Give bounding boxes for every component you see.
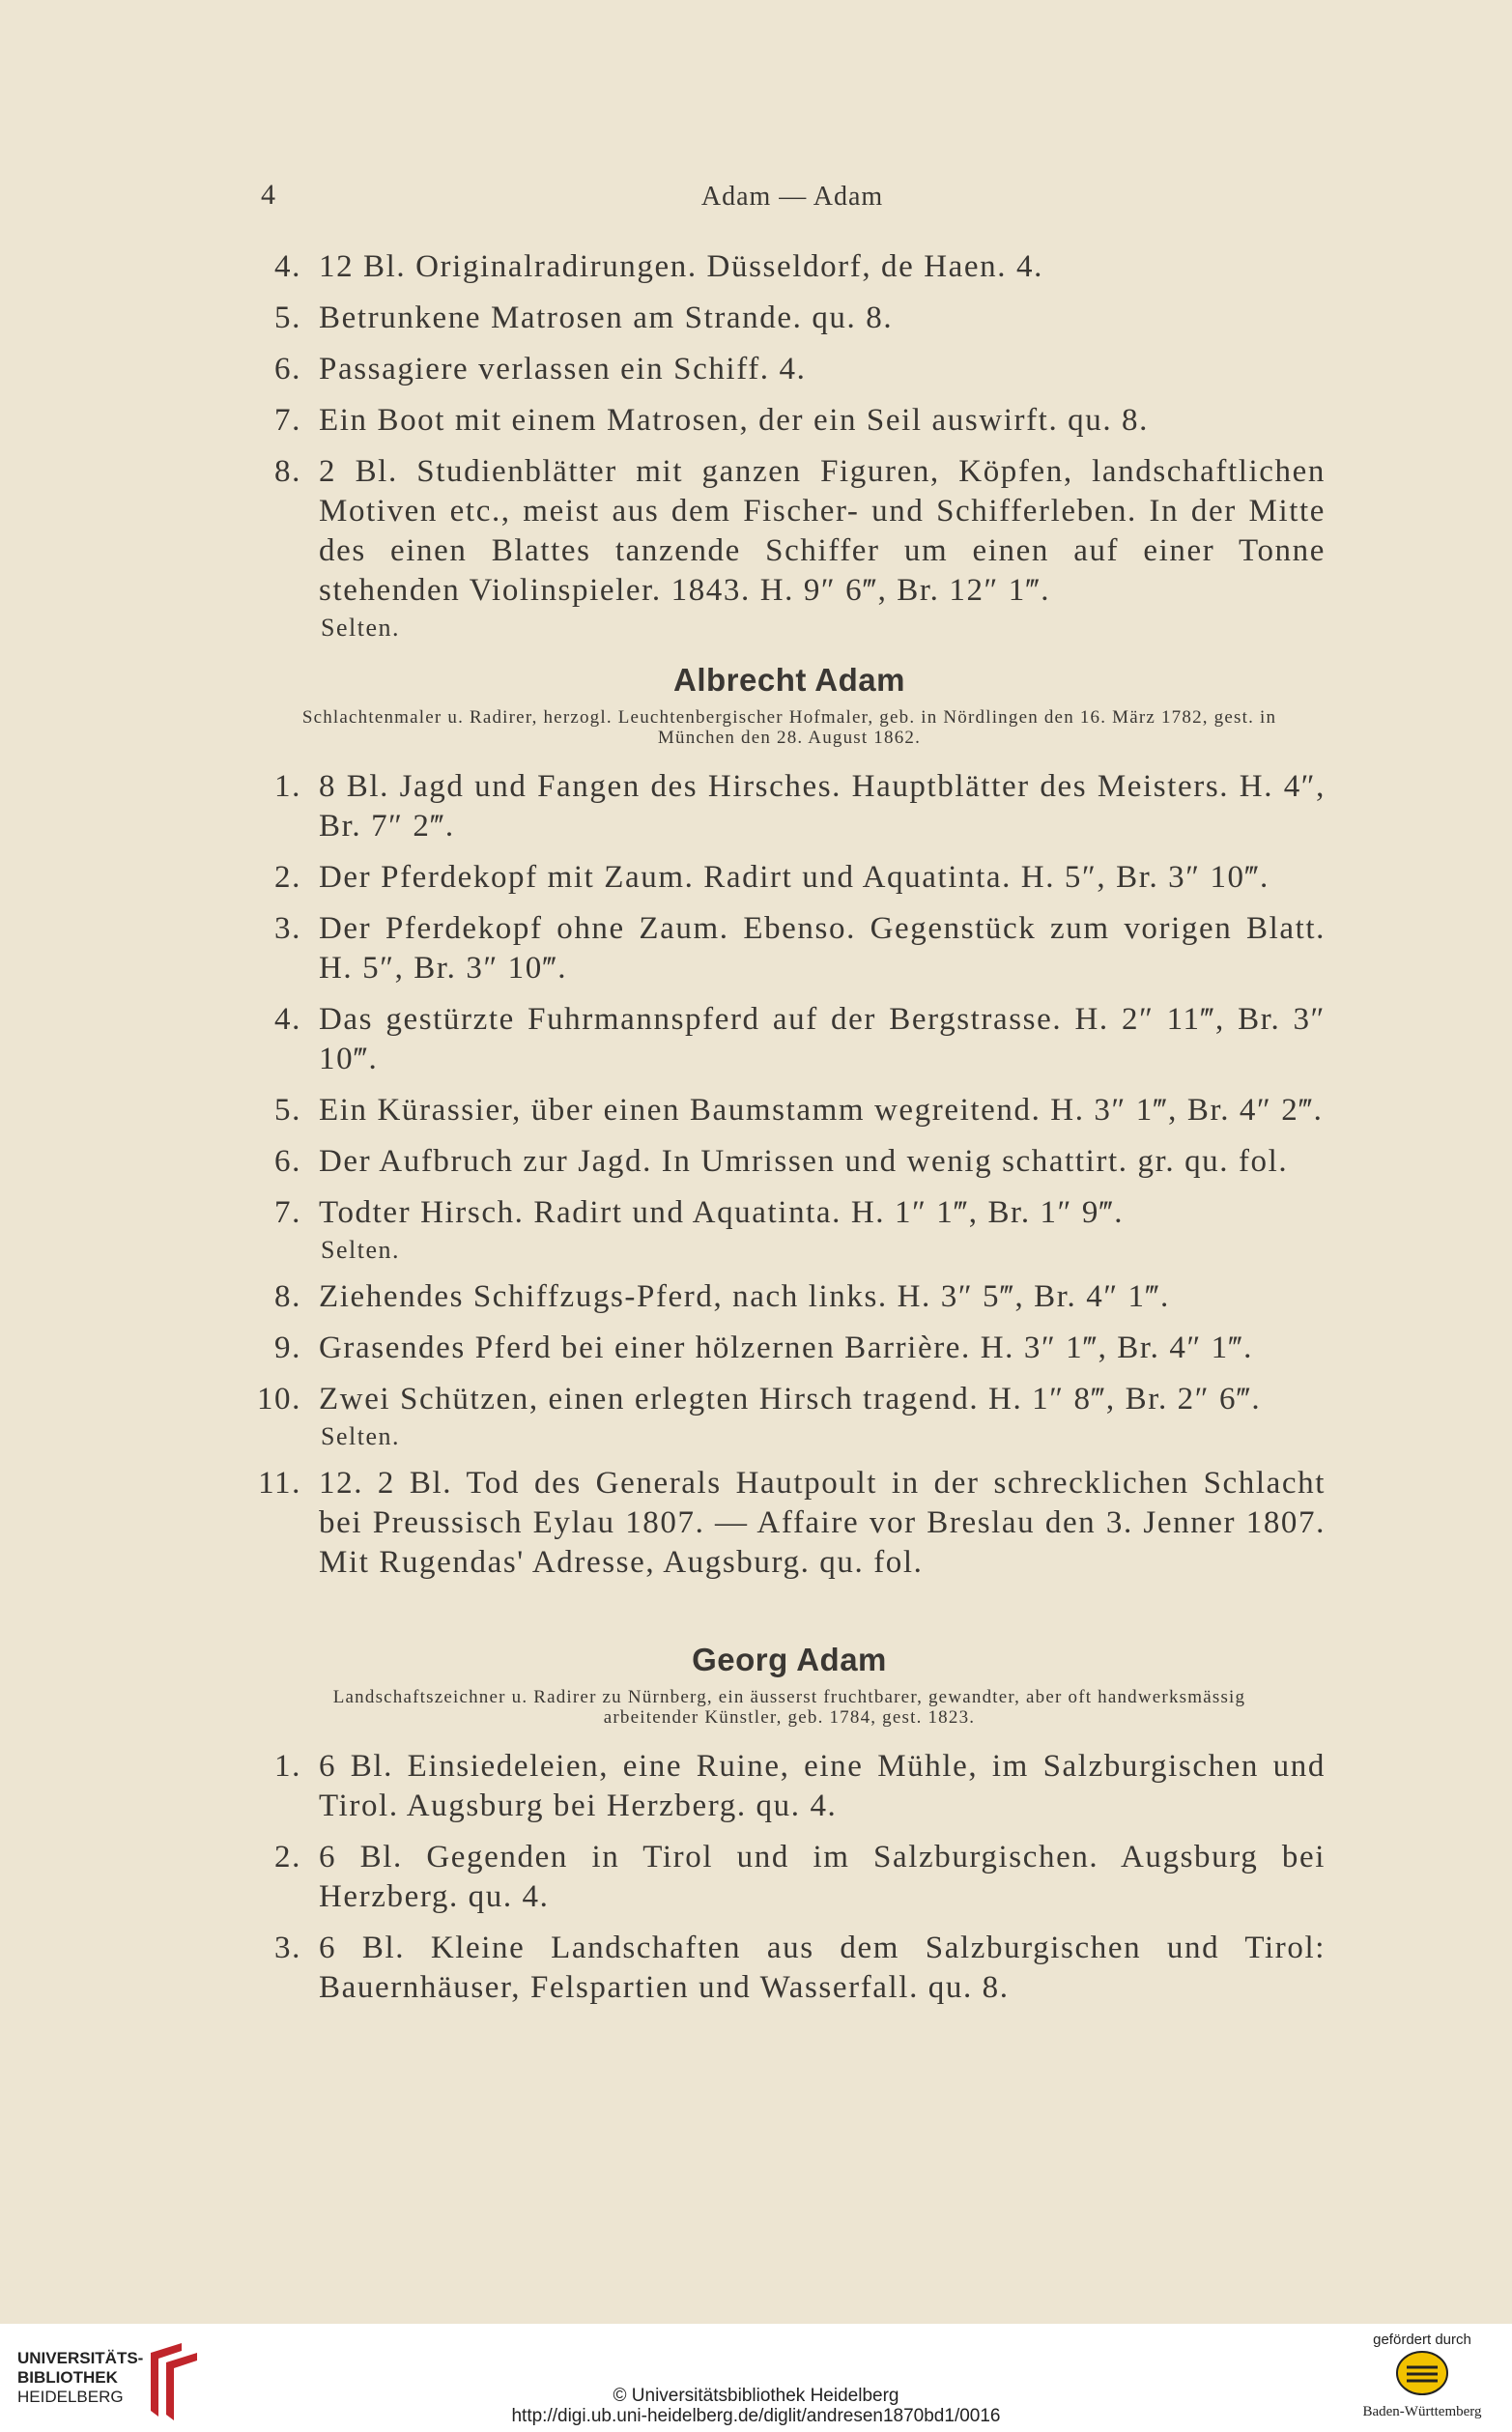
entry-text: Todter Hirsch. Radirt und Aquatinta. H. 1″ 1‴, Br. 1″ 9‴. [319, 1195, 1125, 1230]
copyright-notice [0, 2386, 1512, 2426]
catalog-entry [253, 1838, 1326, 1917]
entry-number: 3. [274, 911, 301, 946]
library-name-line: BIBLIOTHEK [17, 2368, 118, 2387]
entry-text: Ziehendes Schiffzugs-Pferd, nach links. H. 3″ 5‴, Br. 4″ 1‴. [319, 1279, 1170, 1314]
entry-note: Selten. [321, 1422, 400, 1450]
entry-text: Der Pferdekopf ohne Zaum. Ebenso. Gegenstück zum vorigen Blatt. H. 5″, Br. 3″ 10‴. [319, 911, 1326, 986]
entry-number: 5. [274, 1093, 301, 1128]
catalog-entry [253, 1193, 1326, 1266]
entry-text: Betrunkene Matrosen am Strande. qu. 8. [319, 300, 894, 335]
entry-number: 3. [274, 1931, 301, 1965]
catalog-entry [253, 1000, 1326, 1079]
entry-number: 10. [256, 1382, 301, 1416]
entry-text: Das gestürzte Fuhrmannspferd auf der Bergstrasse. H. 2″ 11‴, Br. 3″ 10‴. [319, 1002, 1326, 1076]
entry-text: 6 Bl. Gegenden in Tirol und im Salzburgischen. Augsburg bei Herzberg. qu. 4. [319, 1840, 1326, 1914]
entry-number: 4. [274, 1002, 301, 1037]
entry-number: 8. [274, 1279, 301, 1314]
artist-bio: Landschaftszeichner u. Radirer zu Nürnberg, ein äusserst fruchtbarer, gewandter, aber oft handwerksmässig arbeitender Künstler, geb. 1784, gest. 1823. [332, 1687, 1246, 1728]
page-body [253, 247, 1326, 2019]
entry-text: 2 Bl. Studienblätter mit ganzen Figuren, Köpfen, landschaftlichen Motiven etc., meist aus dem Fischer- und Schifferleben. In der Mitte des einen Blattes tanzende Schiffer um einen auf einer Tonne stehenden Violinspieler. 1843. H. 9″ 6‴, Br. 12″ 1‴. [319, 454, 1326, 608]
funding-logo [1350, 2332, 1495, 2420]
entry-number: 2. [274, 1840, 301, 1874]
catalog-entry [253, 1329, 1326, 1368]
catalog-entry [253, 1142, 1326, 1182]
catalog-entry [253, 1747, 1326, 1826]
entry-text: Der Pferdekopf mit Zaum. Radirt und Aquatinta. H. 5″, Br. 3″ 10‴. [319, 860, 1270, 895]
catalog-entry [253, 1091, 1326, 1130]
entry-note: Selten. [321, 1236, 400, 1264]
entry-text: Grasendes Pferd bei einer hölzernen Barrière. H. 3″ 1‴, Br. 4″ 1‴. [319, 1330, 1253, 1365]
source-url[interactable]: http://digi.ub.uni-heidelberg.de/diglit/andresen1870bd1/0016 [511, 2406, 1001, 2426]
funded-by-label: gefördert durch [1373, 2332, 1471, 2348]
entry-text: Ein Kürassier, über einen Baumstamm wegreitend. H. 3″ 1‴, Br. 4″ 2‴. [319, 1093, 1324, 1128]
catalog-entry [253, 350, 1326, 389]
entry-text: 12 Bl. Originalradirungen. Düsseldorf, de Haen. 4. [319, 249, 1043, 284]
page-number: 4 [261, 179, 275, 211]
catalog-entry [253, 1277, 1326, 1317]
entry-text: 8 Bl. Jagd und Fangen des Hirsches. Hauptblätter des Meisters. H. 4″, Br. 7″ 2‴. [319, 769, 1326, 844]
entry-number: 5. [274, 300, 301, 335]
entry-number: 4. [274, 249, 301, 284]
artist-heading: Georg Adam [692, 1642, 887, 1677]
entry-number: 6. [274, 1144, 301, 1179]
entry-number: 1. [274, 769, 301, 804]
library-name-line: UNIVERSITÄTS- [17, 2349, 144, 2367]
entry-number: 9. [274, 1330, 301, 1365]
entry-text: Zwei Schützen, einen erlegten Hirsch tragend. H. 1″ 8‴, Br. 2″ 6‴. [319, 1382, 1262, 1416]
running-title: Adam — Adam [700, 182, 884, 212]
entry-note: Selten. [321, 614, 400, 642]
entry-number: 8. [274, 454, 301, 489]
entry-number: 11. [258, 1466, 301, 1501]
entry-text: 6 Bl. Kleine Landschaften aus dem Salzburgischen und Tirol: Bauernhäuser, Felspartien und Wasserfall. qu. 8. [319, 1931, 1326, 2005]
catalog-entry [253, 452, 1326, 644]
running-head [0, 179, 1512, 221]
entry-number: 1. [274, 1749, 301, 1784]
catalog-entry [253, 1380, 1326, 1452]
catalog-entry [253, 247, 1326, 287]
catalog-entry [253, 1929, 1326, 2008]
entry-text: 6 Bl. Einsiedeleien, eine Ruine, eine Mühle, im Salzburgischen und Tirol. Augsburg bei Herzberg. qu. 4. [319, 1749, 1326, 1823]
catalog-entry [253, 767, 1326, 846]
section-spacer [253, 1594, 1326, 1623]
entry-number: 2. [274, 860, 301, 895]
catalog-entry [253, 1464, 1326, 1583]
entry-text: 12. 2 Bl. Tod des Generals Hautpoult in der schrecklichen Schlacht bei Preussisch Eylau 1807. — Affaire vor Breslau den 3. Jenner 1807. Mit Rugendas' Adresse, Augsburg. qu. fol. [319, 1466, 1326, 1580]
library-name-line: HEIDELBERG [17, 2388, 124, 2406]
catalog-entry [253, 909, 1326, 988]
copyright-text: © Universitätsbibliothek Heidelberg [613, 2386, 899, 2406]
entry-number: 7. [274, 403, 301, 438]
entry-text: Passagiere verlassen ein Schiff. 4. [319, 352, 807, 386]
coat-of-arms-icon [1393, 2348, 1451, 2398]
digitization-footer [0, 2324, 1512, 2432]
artist-heading: Albrecht Adam [673, 662, 905, 698]
catalog-entry [253, 858, 1326, 898]
entry-number: 6. [274, 352, 301, 386]
entry-number: 7. [274, 1195, 301, 1230]
state-name: Baden-Württemberg [1362, 2404, 1482, 2419]
entry-text: Ein Boot mit einem Matrosen, der ein Seil auswirft. qu. 8. [319, 403, 1150, 438]
catalog-entry [253, 299, 1326, 338]
catalog-entry [253, 401, 1326, 441]
entry-text: Der Aufbruch zur Jagd. In Umrissen und wenig schattirt. gr. qu. fol. [319, 1144, 1289, 1179]
artist-bio: Schlachtenmaler u. Radirer, herzogl. Leuchtenbergischer Hofmaler, geb. in Nördlingen den 16. März 1782, gest. in München den 28. August 1862. [301, 707, 1277, 748]
